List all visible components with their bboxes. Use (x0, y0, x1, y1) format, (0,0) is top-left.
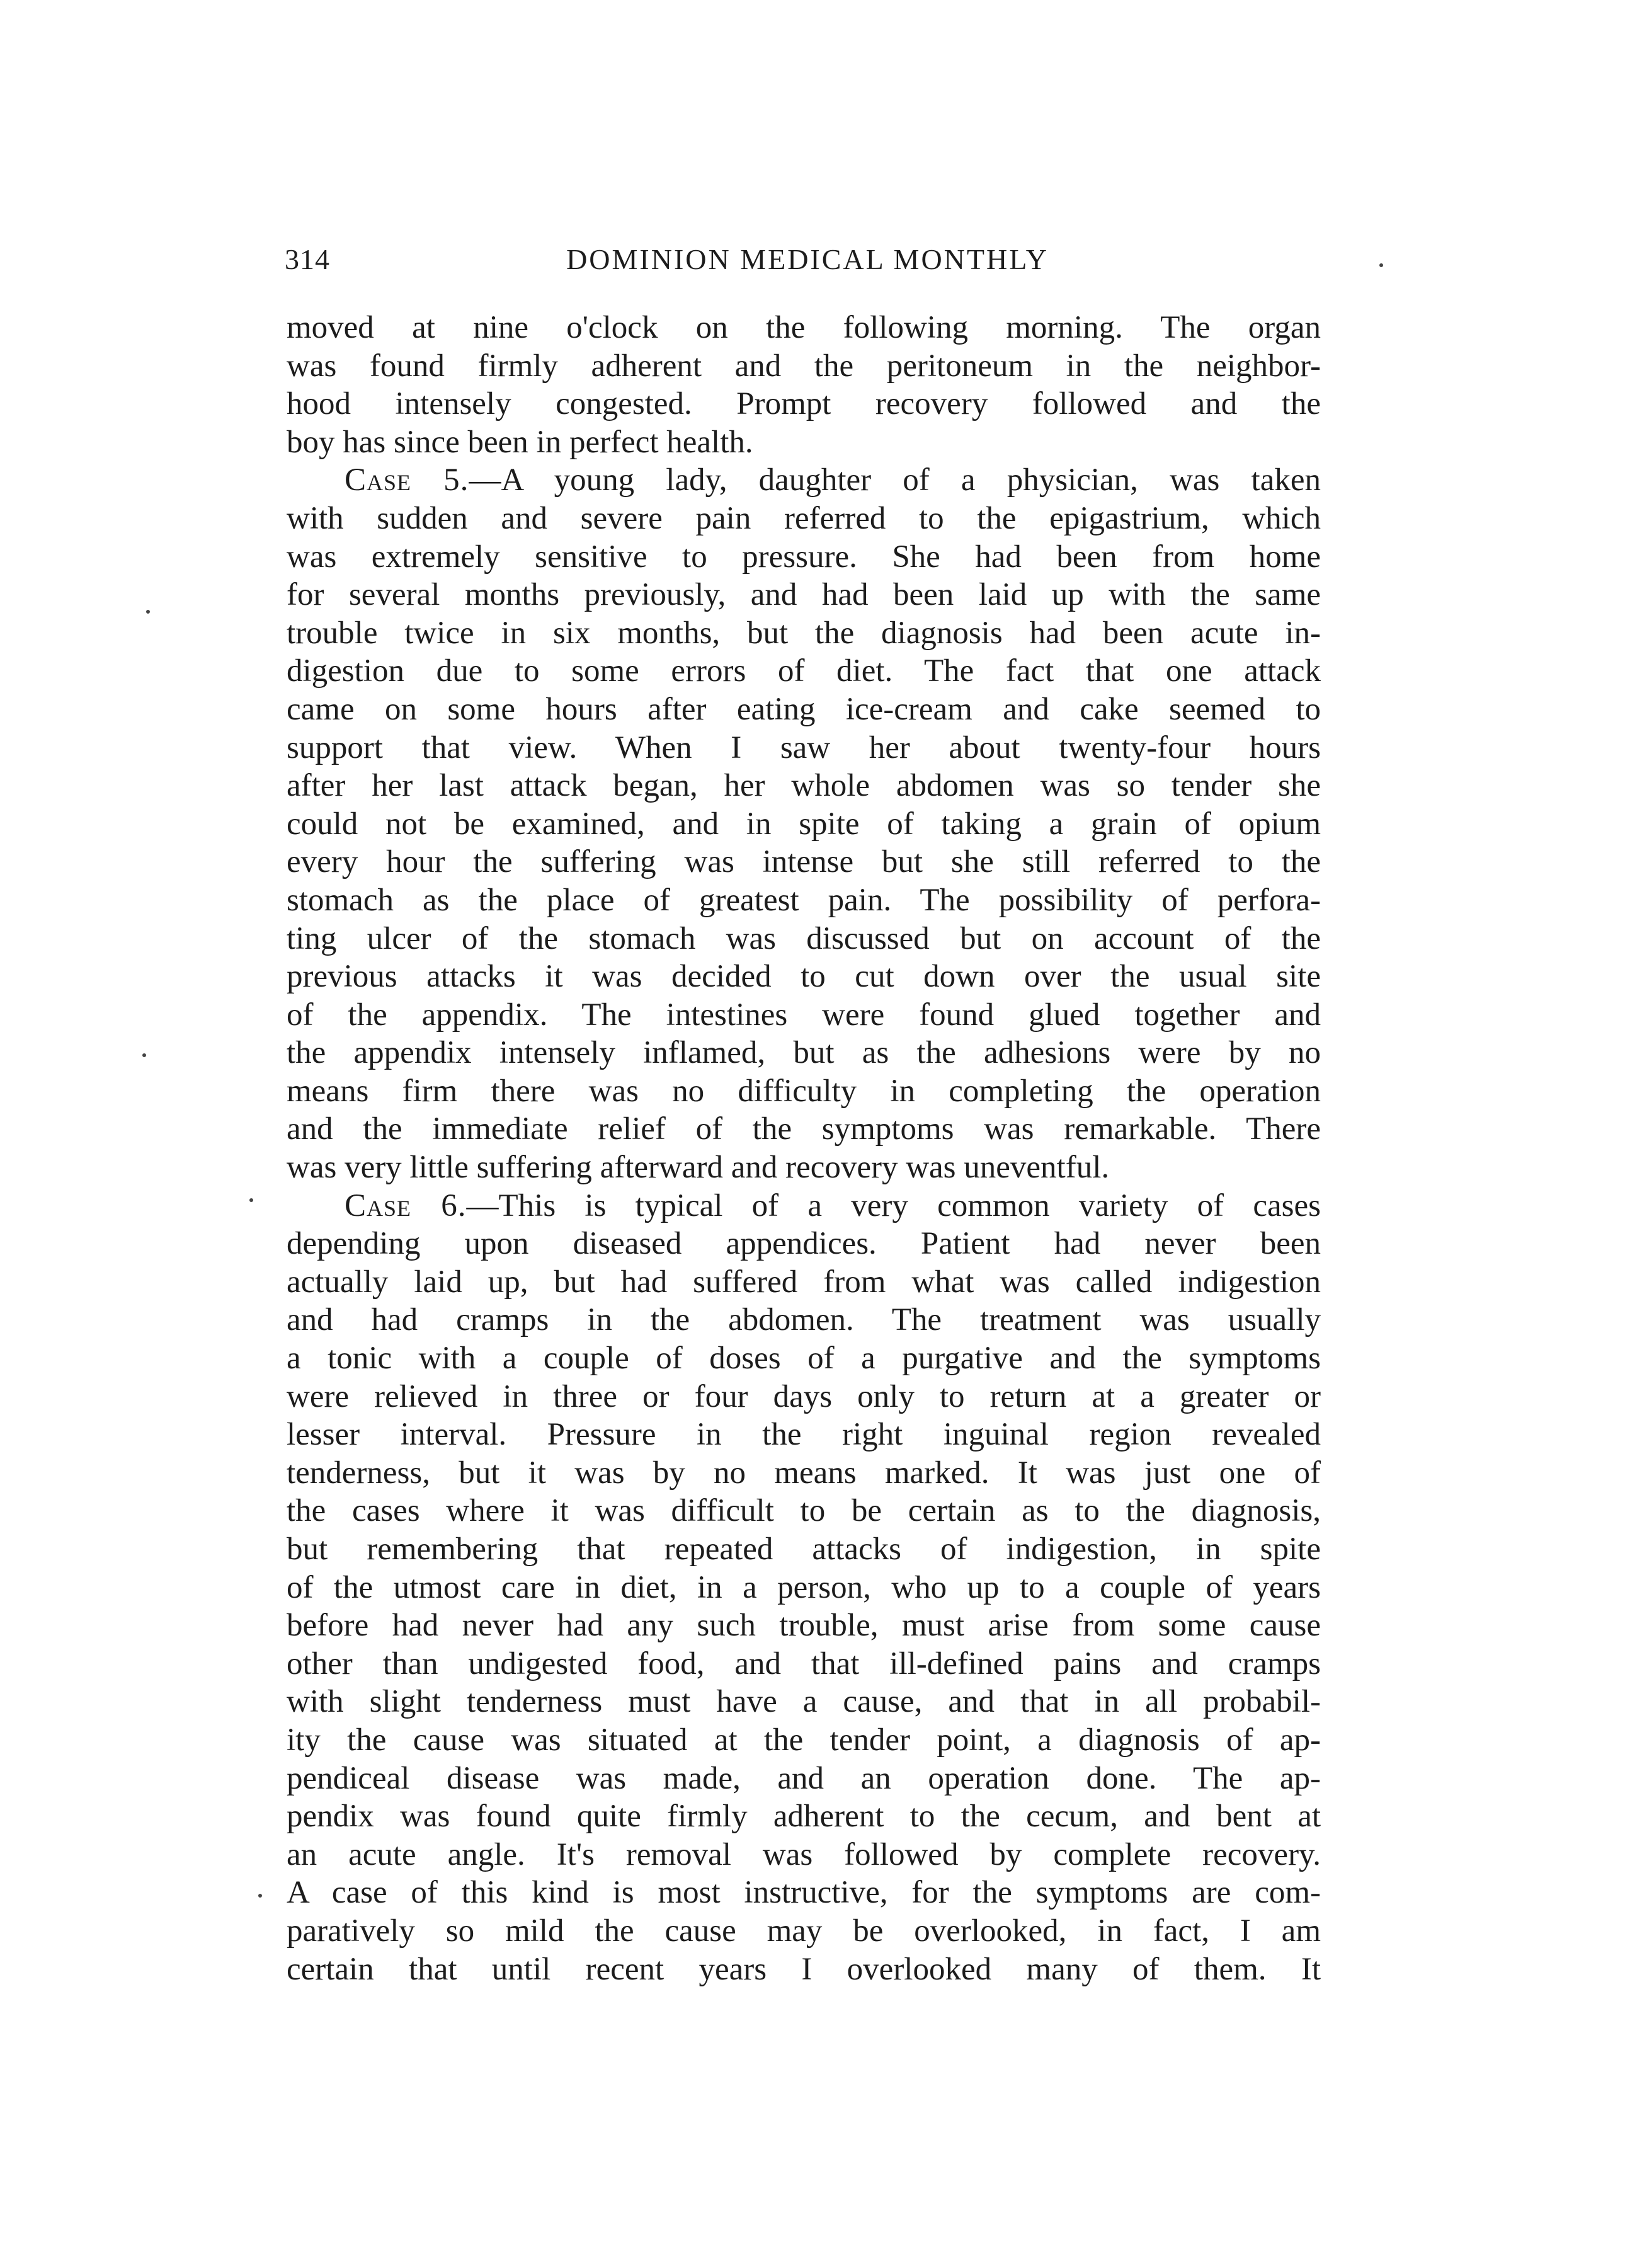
text-line: stomach as the place of greatest pain. The possibility of perfora- (287, 882, 1321, 918)
text-line: with sudden and severe pain referred to the epigastrium, which (287, 500, 1321, 536)
text-line: actually laid up, but had suffered from what was called indigestion (287, 1264, 1321, 1300)
text-line: and had cramps in the abdomen. The treatment was usually (287, 1302, 1321, 1338)
text-line: the cases where it was difficult to be certain as to the diagnosis, (287, 1493, 1321, 1529)
text-line: the appendix intensely inflamed, but as the adhesions were by no (287, 1035, 1321, 1071)
text-line: pendiceal disease was made, and an operation done. The ap- (287, 1760, 1321, 1796)
margin-speck (1379, 263, 1383, 267)
text-line: and the immediate relief of the symptoms was remarkable. There (287, 1111, 1321, 1147)
text-line: means firm there was no difficulty in completing the operation (287, 1073, 1321, 1109)
margin-speck (142, 1053, 146, 1057)
text-line: moved at nine o'clock on the following morning. The organ (287, 310, 1321, 345)
case-6-heading-line: Case 6.—This is typical of a very common variety of cases (345, 1188, 1321, 1223)
text-line: previous attacks it was decided to cut down over the usual site (287, 959, 1321, 995)
text-line: came on some hours after eating ice-cream and cake seemed to (287, 691, 1321, 727)
running-header (285, 243, 1324, 280)
text-line: support that view. When I saw her about twenty-four hours (287, 730, 1321, 765)
text-line: for several months previously, and had been laid up with the same (287, 577, 1321, 613)
text-line: lesser interval. Pressure in the right inguinal region revealed (287, 1417, 1321, 1453)
text-line: hood intensely congested. Prompt recovery followed and the (287, 386, 1321, 422)
text-line: an acute angle. It's removal was followed by complete recovery. (287, 1836, 1321, 1872)
margin-speck (146, 610, 150, 614)
page-number: 314 (285, 243, 330, 275)
margin-speck (258, 1894, 262, 1898)
text-line: digestion due to some errors of diet. The fact that one attack (287, 653, 1321, 689)
text-line: were relieved in three or four days only to return at a greater or (287, 1378, 1321, 1414)
text-line: paratively so mild the cause may be overlooked, in fact, I am (287, 1913, 1321, 1949)
text-line: certain that until recent years I overlooked many of them. It (287, 1951, 1321, 1987)
text-line: boy has since been in perfect health. (287, 424, 753, 460)
text-line: could not be examined, and in spite of taking a grain of opium (287, 806, 1321, 842)
text-line: with slight tenderness must have a cause, and that in all probabil- (287, 1684, 1321, 1720)
case-label: Case 5. (345, 462, 469, 498)
text-line: before had never had any such trouble, must arise from some cause (287, 1608, 1321, 1644)
text-line: a tonic with a couple of doses of a purgative and the symptoms (287, 1341, 1321, 1377)
text-line: ity the cause was situated at the tender point, a diagnosis of ap- (287, 1722, 1321, 1758)
article-body (287, 309, 1321, 1988)
case-5-heading-line: Case 5.—A young lady, daughter of a physician, was taken (345, 462, 1321, 498)
text-line: pendix was found quite firmly adherent to the cecum, and bent at (287, 1799, 1321, 1835)
text-line: trouble twice in six months, but the diagnosis had been acute in- (287, 615, 1321, 651)
margin-speck (249, 1198, 253, 1202)
text-line: of the appendix. The intestines were found glued together and (287, 997, 1321, 1033)
case-label: Case 6. (345, 1188, 467, 1223)
text-line: but remembering that repeated attacks of indigestion, in spite (287, 1532, 1321, 1567)
text-line: every hour the suffering was intense but she still referred to the (287, 844, 1321, 880)
text-line: was very little suffering afterward and recovery was uneventful. (287, 1150, 1110, 1186)
text-line: was found firmly adherent and the peritoneum in the neighbor- (287, 348, 1321, 384)
text-line: tenderness, but it was by no means marked. It was just one of (287, 1455, 1321, 1491)
text-line: A case of this kind is most instructive, for the symptoms are com- (287, 1875, 1321, 1911)
text-line: depending upon diseased appendices. Patient had never been (287, 1226, 1321, 1262)
text-line: other than undigested food, and that ill-defined pains and cramps (287, 1646, 1321, 1681)
text-line: of the utmost care in diet, in a person, who up to a couple of years (287, 1569, 1321, 1605)
running-title: DOMINION MEDICAL MONTHLY (566, 243, 1049, 275)
text-line: after her last attack began, her whole abdomen was so tender she (287, 768, 1321, 804)
text-line: ting ulcer of the stomach was discussed but on account of the (287, 920, 1321, 956)
text-line: was extremely sensitive to pressure. She had been from home (287, 539, 1321, 575)
